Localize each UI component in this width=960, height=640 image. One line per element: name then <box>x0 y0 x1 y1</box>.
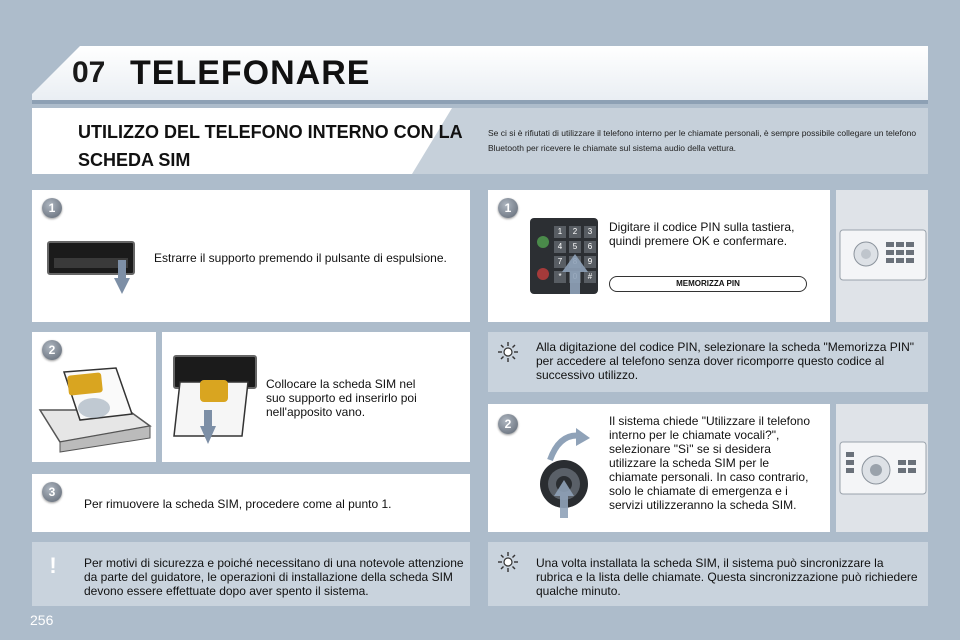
right-step-2-badge: 2 <box>498 414 518 434</box>
radio-knob-unit-icon <box>836 404 928 532</box>
key-4: 4 <box>554 241 566 253</box>
sim-card-tray-illustration <box>36 362 154 454</box>
step-2-text: Collocare la scheda SIM nel suo supporto ed inserirlo poi nell'apposito vano. <box>266 377 417 419</box>
sim-drawer-eject-illustration <box>44 236 144 300</box>
page-title: TELEFONARE <box>130 54 371 92</box>
chapter-number: 07 <box>72 56 106 89</box>
step-1-text: Estrarre il supporto premendo il pulsante di espulsione. <box>154 251 447 265</box>
radio-panel-2 <box>836 404 928 532</box>
right-step-2-text: Il sistema chiede "Utilizzare il telefono interno per le chiamate vocali?", selezionare "Sì" se si desidera utilizzare la scheda SIM per le chiamate personali. In caso contrario, solo le chiamate di emergenza e i servizi utilizzeranno la scheda SIM. <box>609 414 811 512</box>
call-buttons-icon <box>534 228 552 288</box>
step-3-badge: 3 <box>42 482 62 502</box>
keypad-illustration <box>530 218 598 294</box>
memorize-pin-button[interactable]: MEMORIZZA PIN <box>609 276 807 292</box>
key-9: 9 <box>584 256 596 268</box>
section-title: UTILIZZO DEL TELEFONO INTERNO CON LA SCHEDA SIM <box>78 122 462 170</box>
page-number: 256 <box>30 612 54 628</box>
key-3: 3 <box>584 226 596 238</box>
radio-panel-1 <box>836 190 928 322</box>
key-1: 1 <box>554 226 566 238</box>
info-sun-icon <box>498 552 518 572</box>
key-2: 2 <box>569 226 581 238</box>
rotary-knob-illustration <box>532 426 592 518</box>
section-intro: Se ci si è rifiutati di utilizzare il telefono interno per le chiamate personali, è sempre possibile collegare un telefono Bluetooth per ricevere le chiamate sul sistema audio della vettura. <box>488 128 917 153</box>
step-3-text: Per rimuovere la scheda SIM, procedere come al punto 1. <box>84 497 392 511</box>
tip-1-text: Alla digitazione del codice PIN, selezionare la scheda "Memorizza PIN" per accedere al telefono senza dover ricomporre questo codice al successivo utilizzo. <box>536 340 915 382</box>
warning-text: Per motivi di sicurezza e poiché necessitano di una notevole attenzione da parte del guidatore, le operazioni di installazione della scheda SIM devono essere effettuate dopo aver spento il sistema. <box>84 556 464 598</box>
press-arrow-icon <box>560 254 590 294</box>
key-6: 6 <box>584 241 596 253</box>
warning-symbol: ! <box>49 553 57 578</box>
key-7: 7 <box>554 256 566 268</box>
info-sun-icon <box>498 342 518 362</box>
right-step-1-badge: 1 <box>498 198 518 218</box>
key-star: * <box>554 271 566 283</box>
key-hash: # <box>584 271 596 283</box>
right-step-1-text: Digitare il codice PIN sulla tastiera, quindi premere OK e confermare. <box>609 220 795 248</box>
tip-2-text: Una volta installata la scheda SIM, il sistema può sincronizzare la rubrica e la lista delle chiamate. Questa sincronizzazione può richiedere qualche minuto. <box>536 556 918 598</box>
key-5: 5 <box>569 241 581 253</box>
sim-insert-illustration <box>170 352 260 448</box>
step-1-badge: 1 <box>42 198 62 218</box>
step-2-badge: 2 <box>42 340 62 360</box>
radio-unit-icon <box>836 190 928 322</box>
